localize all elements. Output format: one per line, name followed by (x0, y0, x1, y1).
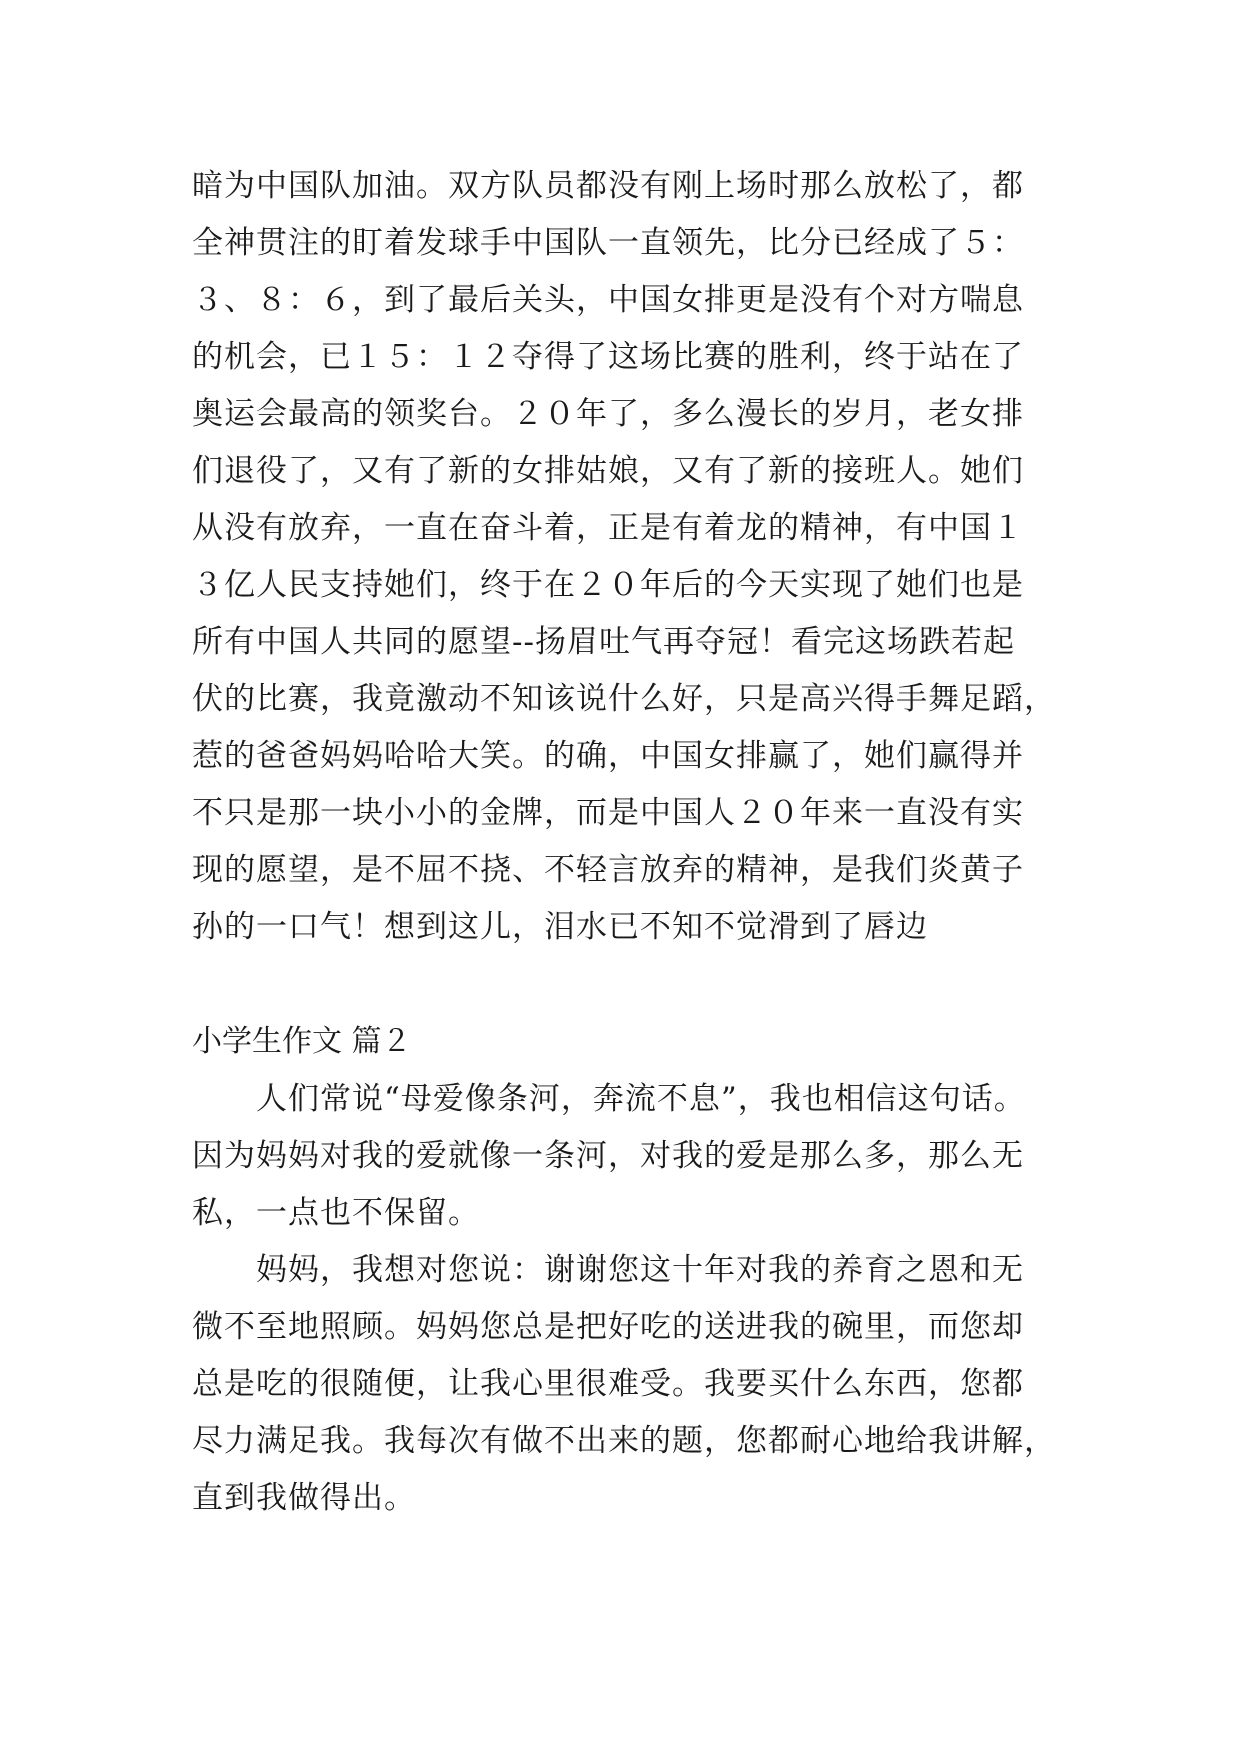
essay1-line: 伏的比赛，我竟激动不知该说什么好，只是高兴得手舞足蹈， (192, 681, 1056, 717)
essay2-line: 人们常说“母爱像条河，奔流不息”，我也相信这句话。 (192, 1081, 1026, 1117)
essay2-line: 直到我做得出。 (192, 1480, 416, 1516)
essay1-line: 的机会，已１５：１２夺得了这场比赛的胜利，终于站在了 (192, 339, 1024, 375)
essay1-line: 惹的爸爸妈妈哈哈大笑。的确，中国女排赢了，她们赢得并 (192, 738, 1024, 774)
essay2-line: 妈妈，我想对您说：谢谢您这十年对我的养育之恩和无 (192, 1252, 1024, 1288)
essay1-line: 全神贯注的盯着发球手中国队一直领先，比分已经成了５： (192, 225, 1024, 261)
essay1-line: 们退役了，又有了新的女排姑娘，又有了新的接班人。她们 (192, 453, 1024, 489)
essay1-line: 不只是那一块小小的金牌，而是中国人２０年来一直没有实 (192, 795, 1024, 831)
essay2-line: 因为妈妈对我的爱就像一条河，对我的爱是那么多，那么无 (192, 1138, 1024, 1174)
essay2-heading: 小学生作文 篇２ (192, 1024, 412, 1059)
essay1-line: 暗为中国队加油。双方队员都没有刚上场时那么放松了，都 (192, 168, 1024, 204)
essay2-line: 尽力满足我。我每次有做不出来的题，您都耐心地给我讲解， (192, 1423, 1056, 1459)
essay2-line: 私，一点也不保留。 (192, 1195, 480, 1231)
essay1-line: 所有中国人共同的愿望--扬眉吐气再夺冠！看完这场跌若起 (192, 624, 1015, 660)
essay1-line: 现的愿望，是不屈不挠、不轻言放弃的精神，是我们炎黄子 (192, 852, 1024, 888)
essay1-line: 从没有放弃，一直在奋斗着，正是有着龙的精神，有中国１ (192, 510, 1024, 546)
essay1-line: 奥运会最高的领奖台。２０年了，多么漫长的岁月，老女排 (192, 396, 1024, 432)
essay2-line: 微不至地照顾。妈妈您总是把好吃的送进我的碗里，而您却 (192, 1309, 1024, 1345)
essay1-line: ３、８：６，到了最后关头，中国女排更是没有个对方喘息 (192, 282, 1024, 318)
essay1-line: 孙的一口气！想到这儿，泪水已不知不觉滑到了唇边 (192, 909, 928, 945)
essay1-line: ３亿人民支持她们，终于在２０年后的今天实现了她们也是 (192, 567, 1024, 603)
essay2-line: 总是吃的很随便，让我心里很难受。我要买什么东西，您都 (192, 1366, 1024, 1402)
